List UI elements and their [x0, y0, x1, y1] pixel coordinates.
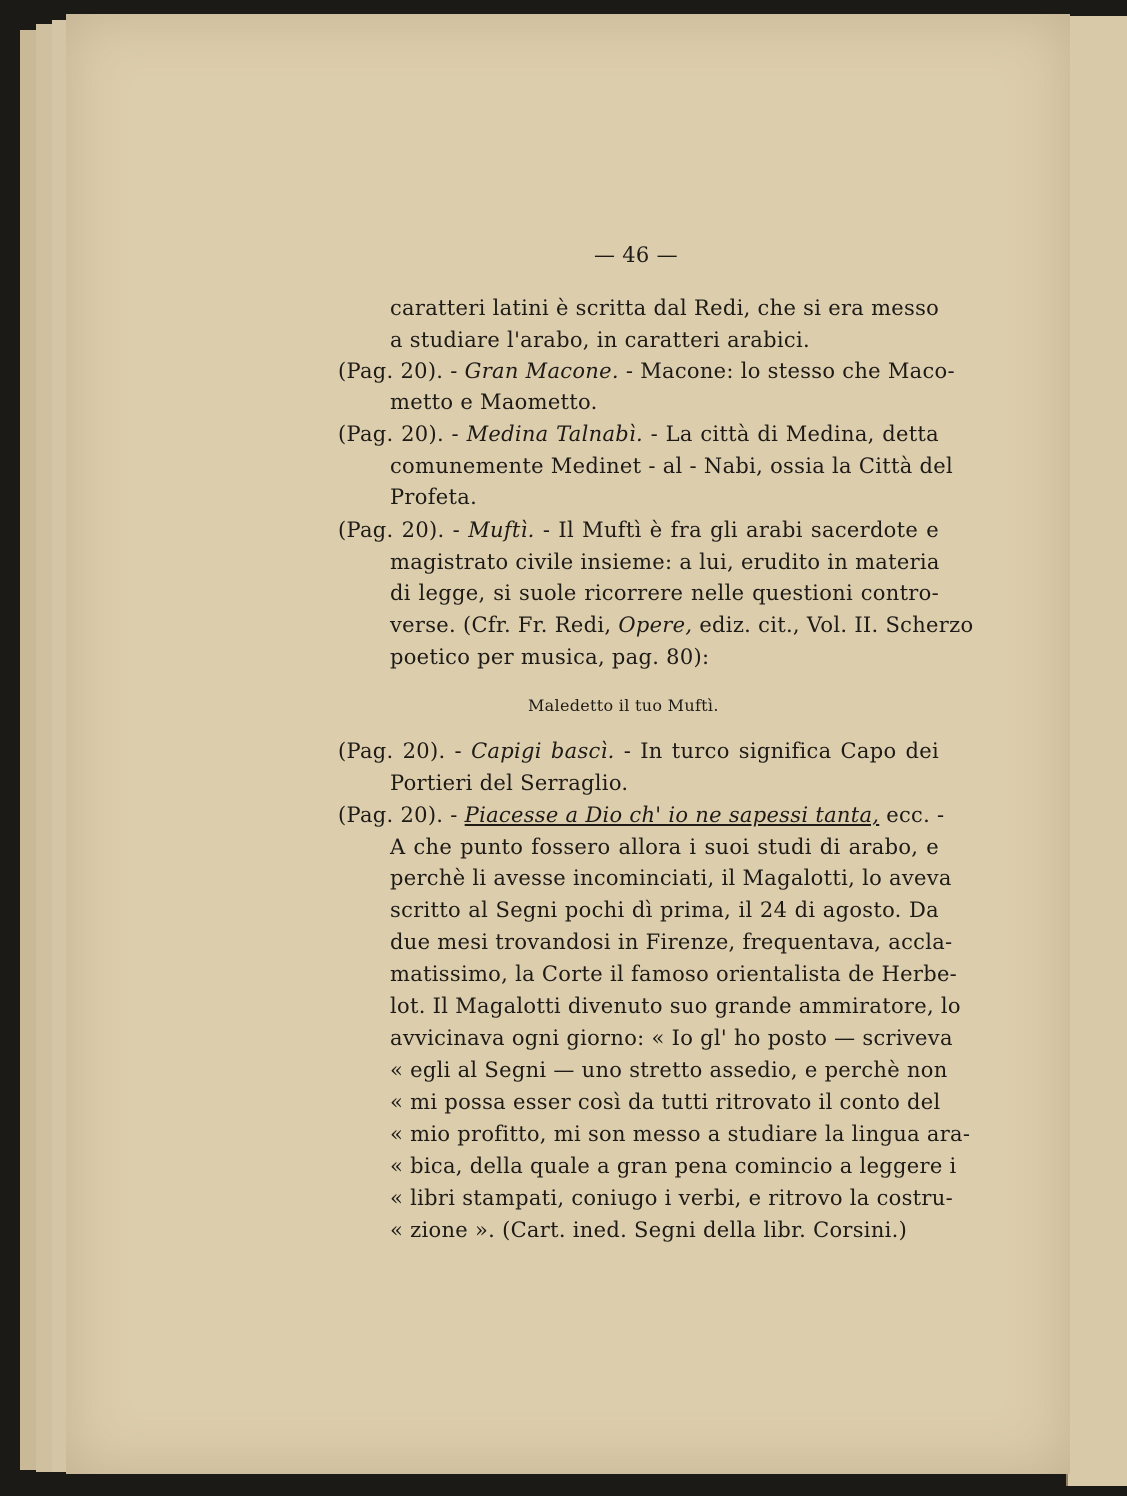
text-line: « bica, della quale a gran pena comincio a leggere i — [390, 1154, 957, 1178]
note-title: Medina Talnabì. — [466, 422, 644, 446]
note-ref: (Pag. 20). - — [338, 518, 461, 542]
text-line: avvicinava ogni giorno: « Io gl' ho posto — scriveva — [390, 1026, 953, 1050]
note-text: - Il Muftì è fra gli arabi sacerdote e — [542, 518, 939, 542]
text-line: « mi possa esser così da tutti ritrovato il conto del — [390, 1090, 941, 1114]
note-entry-piacesse — [338, 800, 945, 830]
text-line: caratteri latini è scritta dal Redi, che si era messo — [390, 296, 940, 320]
cfr-text: verse. (Cfr. Fr. Redi, — [390, 613, 612, 637]
note-entry-gran-macone — [338, 356, 955, 386]
note-title: Piacesse a Dio ch' io ne sapessi tanta, — [464, 803, 880, 827]
text-line: due mesi trovandosi in Firenze, frequentava, accla- — [390, 930, 953, 954]
text-line: « mio profitto, mi son messo a studiare la lingua ara- — [390, 1122, 971, 1146]
facing-page-edge — [1066, 16, 1127, 1486]
note-ref: (Pag. 20). - — [338, 422, 459, 446]
note-entry-mufti — [338, 515, 939, 545]
text-line: perchè li avesse incominciati, il Magalotti, lo aveva — [390, 866, 952, 890]
verse-quote: Maledetto il tuo Muftì. — [528, 696, 719, 715]
text-line — [390, 610, 974, 640]
text-line: « egli al Segni — uno stretto assedio, e perchè non — [390, 1058, 948, 1082]
text-line: « libri stampati, coniugo i verbi, e ritrovo la costru- — [390, 1186, 953, 1210]
note-title: Capigi bascì. — [471, 739, 615, 763]
note-text: - In turco significa Capo dei — [623, 739, 940, 763]
note-text: - La città di Medina, detta — [650, 422, 939, 446]
text-line: comunemente Medinet - al - Nabi, ossia la Città del — [390, 454, 953, 478]
cfr-title: Opere, — [618, 613, 693, 637]
note-ref: (Pag. 20). - — [338, 739, 462, 763]
text-line: A che punto fossero allora i suoi studi di arabo, e — [390, 835, 939, 859]
text-line: scritto al Segni pochi dì prima, il 24 di agosto. Da — [390, 898, 939, 922]
text-line: matissimo, la Corte il famoso orientalista de Herbe- — [390, 962, 958, 986]
text-line: poetico per musica, pag. 80): — [390, 645, 710, 669]
note-title: Muftì. — [468, 518, 535, 542]
note-text: ecc. - — [886, 803, 945, 827]
text-line: lot. Il Magalotti divenuto suo grande ammiratore, lo — [390, 994, 961, 1018]
page-number: — 46 — — [594, 243, 678, 267]
text-line: metto e Maometto. — [390, 390, 598, 414]
page-sheet — [66, 14, 1070, 1474]
text-line: « zione ». (Cart. ined. Segni della libr. Corsini.) — [390, 1218, 908, 1242]
note-text: - Macone: lo stesso che Maco- — [625, 359, 955, 383]
note-entry-medina-talnabi — [338, 419, 939, 449]
text-line: Profeta. — [390, 485, 478, 509]
note-ref: (Pag. 20). - — [338, 803, 458, 827]
cfr-text: ediz. cit., Vol. II. Scherzo — [699, 613, 974, 637]
note-entry-capigi-basci — [338, 736, 939, 766]
text-line: Portieri del Serraglio. — [390, 771, 629, 795]
note-title: Gran Macone. — [464, 359, 619, 383]
text-line: magistrato civile insieme: a lui, erudito in materia — [390, 550, 940, 574]
text-line: di legge, si suole ricorrere nelle questioni contro- — [390, 581, 939, 605]
note-ref: (Pag. 20). - — [338, 359, 458, 383]
text-line: a studiare l'arabo, in caratteri arabici. — [390, 328, 810, 352]
